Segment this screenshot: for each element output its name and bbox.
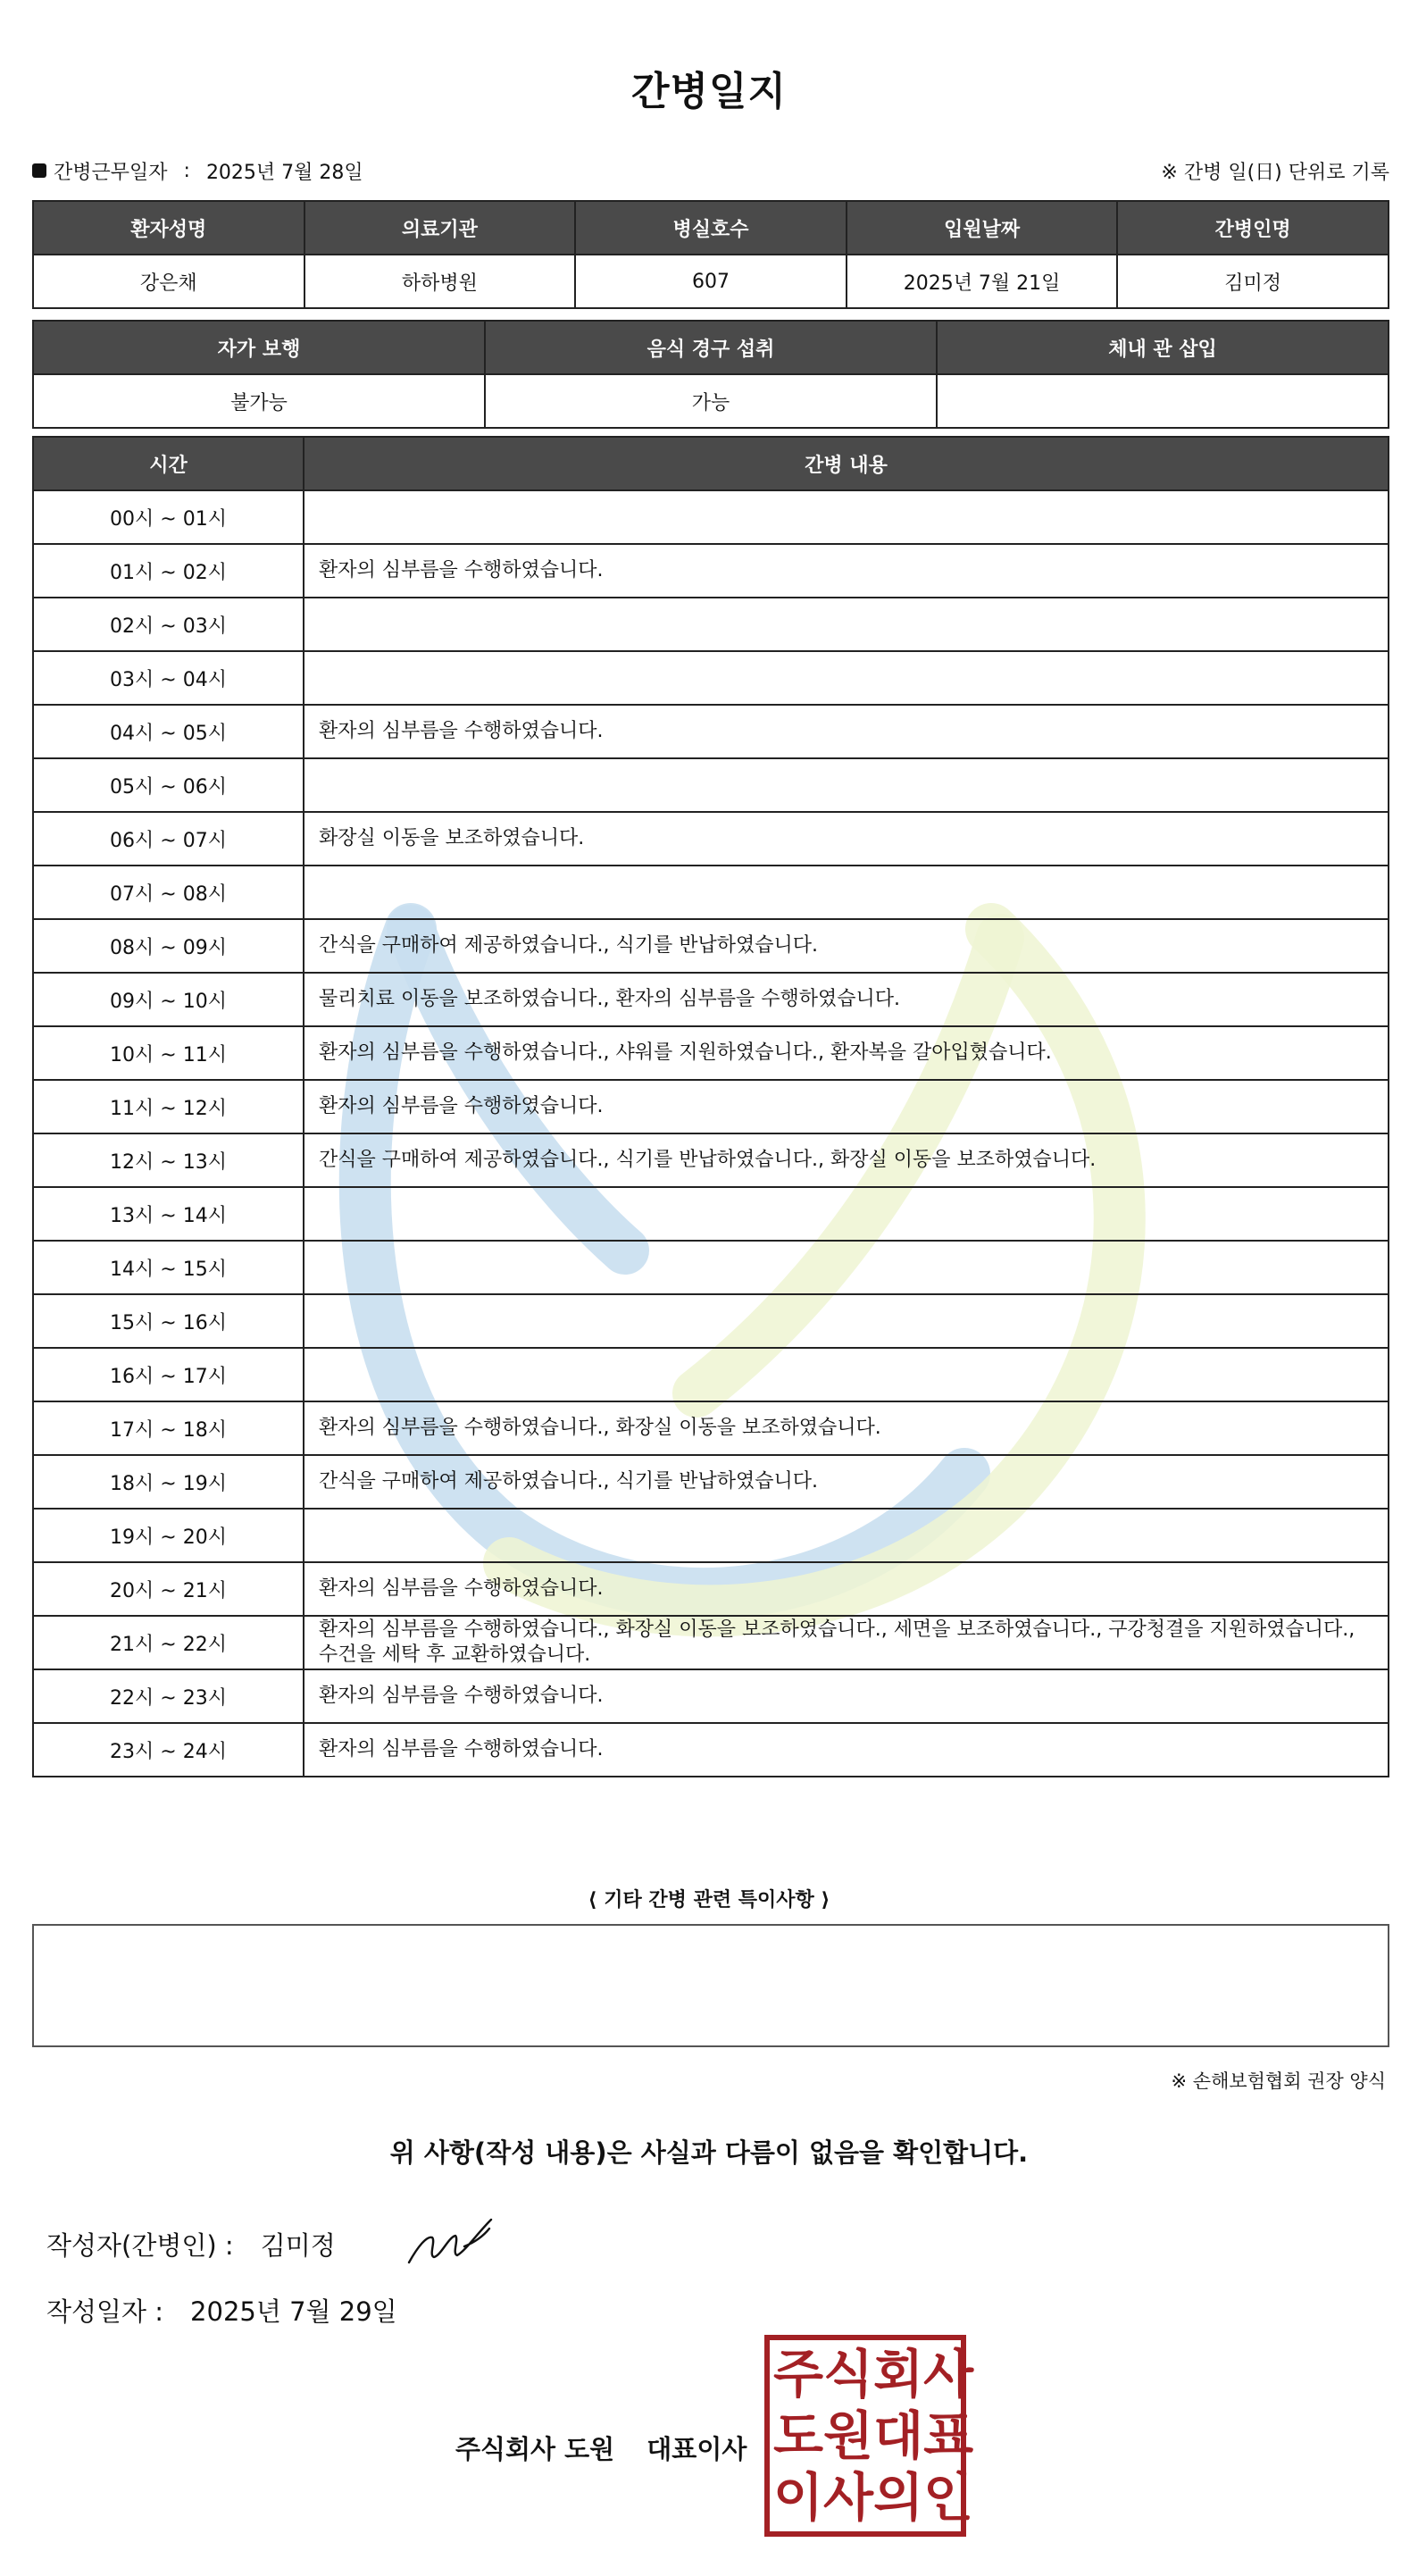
care-log-time: 23시 ~ 24시 bbox=[33, 1723, 304, 1777]
care-log-time: 16시 ~ 17시 bbox=[33, 1348, 304, 1401]
care-log-row bbox=[33, 1026, 1389, 1080]
written-date-line bbox=[46, 2292, 397, 2329]
care-log-content: 환자의 심부름을 수행하였습니다. bbox=[304, 1723, 1389, 1777]
header-tube-insertion: 체내 관 삽입 bbox=[937, 321, 1389, 374]
meta-row bbox=[32, 157, 1389, 184]
oral-intake-value: 가능 bbox=[485, 374, 937, 428]
care-log-row bbox=[33, 490, 1389, 544]
care-log-time: 12시 ~ 13시 bbox=[33, 1133, 304, 1187]
care-log-content: 환자의 심부름을 수행하였습니다., 샤워를 지원하였습니다., 환자복을 갈아입혔습니다. bbox=[304, 1026, 1389, 1080]
signature-scribble bbox=[402, 2211, 500, 2273]
care-log-time: 09시 ~ 10시 bbox=[33, 973, 304, 1026]
care-log-row bbox=[33, 1294, 1389, 1348]
patient-info-table bbox=[32, 200, 1389, 309]
care-log-time: 06시 ~ 07시 bbox=[33, 812, 304, 866]
care-log-time: 22시 ~ 23시 bbox=[33, 1669, 304, 1723]
work-date-separator: : bbox=[183, 159, 190, 182]
patient-info-value-row bbox=[33, 255, 1389, 308]
patient-name-value: 강은채 bbox=[33, 255, 304, 308]
care-log-content: 물리치료 이동을 보조하였습니다., 환자의 심부름을 수행하였습니다. bbox=[304, 973, 1389, 1026]
header-care-content: 간병 내용 bbox=[304, 437, 1389, 490]
care-log-row bbox=[33, 1509, 1389, 1562]
work-date-label: 간병근무일자 bbox=[54, 161, 168, 184]
care-log-row bbox=[33, 812, 1389, 866]
care-log-content: 환자의 심부름을 수행하였습니다. bbox=[304, 544, 1389, 598]
care-log-row bbox=[33, 598, 1389, 651]
written-date-label: 작성일자 : bbox=[46, 2296, 164, 2327]
care-log-body bbox=[33, 490, 1389, 1777]
header-hospital: 의료기관 bbox=[304, 201, 576, 255]
writer-line bbox=[46, 2226, 336, 2262]
company-line bbox=[455, 2430, 747, 2466]
care-log-content: 환자의 심부름을 수행하였습니다. bbox=[304, 1562, 1389, 1616]
care-log-row bbox=[33, 705, 1389, 758]
care-log-row bbox=[33, 1562, 1389, 1616]
care-log-time: 15시 ~ 16시 bbox=[33, 1294, 304, 1348]
care-log-table bbox=[32, 436, 1389, 1777]
header-oral-intake: 음식 경구 섭취 bbox=[485, 321, 937, 374]
care-log-time: 01시 ~ 02시 bbox=[33, 544, 304, 598]
care-log-content bbox=[304, 490, 1389, 544]
care-log-content bbox=[304, 1241, 1389, 1294]
care-log-time: 02시 ~ 03시 bbox=[33, 598, 304, 651]
remarks-box bbox=[32, 1924, 1389, 2047]
care-log-row bbox=[33, 1133, 1389, 1187]
care-log-content: 간식을 구매하여 제공하였습니다., 식기를 반납하였습니다. bbox=[304, 1455, 1389, 1509]
care-log-row bbox=[33, 1455, 1389, 1509]
care-log-content bbox=[304, 866, 1389, 919]
seal-character: 회 bbox=[873, 2344, 924, 2405]
care-log-row bbox=[33, 866, 1389, 919]
tube-insertion-value bbox=[937, 374, 1389, 428]
header-caregiver-name: 간병인명 bbox=[1117, 201, 1389, 255]
writer-name: 김미정 bbox=[260, 2230, 336, 2261]
seal-character: 대 bbox=[873, 2405, 924, 2466]
care-log-row bbox=[33, 544, 1389, 598]
care-log-content bbox=[304, 651, 1389, 705]
care-log-time: 00시 ~ 01시 bbox=[33, 490, 304, 544]
confirmation-statement: 위 사항(작성 내용)은 사실과 다름이 없음을 확인합니다. bbox=[389, 2137, 1029, 2168]
care-log-content: 환자의 심부름을 수행하였습니다. bbox=[304, 1669, 1389, 1723]
care-log-content: 화장실 이동을 보조하였습니다. bbox=[304, 812, 1389, 866]
writer-label: 작성자(간병인) : bbox=[46, 2230, 234, 2261]
company-name: 주식회사 도원 bbox=[455, 2434, 615, 2464]
care-log-content: 간식을 구매하여 제공하였습니다., 식기를 반납하였습니다., 화장실 이동을 보조하였습니다. bbox=[304, 1133, 1389, 1187]
patient-status-header-row bbox=[33, 321, 1389, 374]
care-log-time: 11시 ~ 12시 bbox=[33, 1080, 304, 1133]
care-log-row bbox=[33, 1241, 1389, 1294]
insurance-note: ※ 손해보험협회 권장 양식 bbox=[1171, 2070, 1386, 2092]
work-date-value: 2025년 7월 28일 bbox=[205, 161, 363, 184]
header-self-walking: 자가 보행 bbox=[33, 321, 485, 374]
care-log-row bbox=[33, 651, 1389, 705]
care-log-content bbox=[304, 1348, 1389, 1401]
care-log-time: 04시 ~ 05시 bbox=[33, 705, 304, 758]
care-log-row bbox=[33, 1669, 1389, 1723]
header-room-number: 병실호수 bbox=[575, 201, 847, 255]
header-admission-date: 입원날짜 bbox=[847, 201, 1118, 255]
seal-character: 인 bbox=[923, 2466, 974, 2528]
seal-character: 주 bbox=[773, 2344, 824, 2405]
care-log-row bbox=[33, 1080, 1389, 1133]
work-date-group bbox=[32, 157, 363, 185]
hospital-value: 하하병원 bbox=[304, 255, 576, 308]
care-log-content: 환자의 심부름을 수행하였습니다. bbox=[304, 1080, 1389, 1133]
document-title: 간병일지 bbox=[630, 69, 787, 114]
care-log-row bbox=[33, 973, 1389, 1026]
patient-status-table bbox=[32, 320, 1389, 429]
seal-character: 원 bbox=[823, 2405, 874, 2466]
care-log-time: 03시 ~ 04시 bbox=[33, 651, 304, 705]
care-log-row bbox=[33, 1723, 1389, 1777]
care-log-time: 07시 ~ 08시 bbox=[33, 866, 304, 919]
care-log-time: 05시 ~ 06시 bbox=[33, 758, 304, 812]
admission-date-value: 2025년 7월 21일 bbox=[847, 255, 1118, 308]
seal-character: 도 bbox=[773, 2405, 824, 2466]
care-log-time: 10시 ~ 11시 bbox=[33, 1026, 304, 1080]
care-log-content bbox=[304, 758, 1389, 812]
care-log-content bbox=[304, 1187, 1389, 1241]
care-log-time: 21시 ~ 22시 bbox=[33, 1616, 304, 1669]
self-walking-value: 불가능 bbox=[33, 374, 485, 428]
care-log-time: 18시 ~ 19시 bbox=[33, 1455, 304, 1509]
seal-character: 이 bbox=[773, 2466, 824, 2528]
header-time: 시간 bbox=[33, 437, 304, 490]
care-log-time: 17시 ~ 18시 bbox=[33, 1401, 304, 1455]
care-log-row bbox=[33, 1187, 1389, 1241]
care-log-row bbox=[33, 1348, 1389, 1401]
care-log-row bbox=[33, 919, 1389, 973]
patient-info-header-row bbox=[33, 201, 1389, 255]
care-log-time: 13시 ~ 14시 bbox=[33, 1187, 304, 1241]
seal-character: 표 bbox=[923, 2405, 974, 2466]
care-log-row bbox=[33, 1616, 1389, 1669]
seal-character: 의 bbox=[873, 2466, 924, 2528]
bullet-square-icon bbox=[32, 163, 46, 178]
care-log-header-row bbox=[33, 437, 1389, 490]
company-seal-stamp bbox=[764, 2335, 974, 2537]
care-log-time: 14시 ~ 15시 bbox=[33, 1241, 304, 1294]
care-log-content: 간식을 구매하여 제공하였습니다., 식기를 반납하였습니다. bbox=[304, 919, 1389, 973]
caregiver-name-value: 김미정 bbox=[1117, 255, 1389, 308]
care-log-content: 환자의 심부름을 수행하였습니다., 화장실 이동을 보조하였습니다. bbox=[304, 1401, 1389, 1455]
care-log-time: 08시 ~ 09시 bbox=[33, 919, 304, 973]
header-patient-name: 환자성명 bbox=[33, 201, 304, 255]
unit-note: ※ 간병 일(日) 단위로 기록 bbox=[1161, 161, 1389, 184]
remarks-title: ⟨ 기타 간병 관련 특이사항 ⟩ bbox=[588, 1889, 830, 1911]
care-log-time: 19시 ~ 20시 bbox=[33, 1509, 304, 1562]
seal-character: 식 bbox=[823, 2344, 874, 2405]
care-log-time: 20시 ~ 21시 bbox=[33, 1562, 304, 1616]
care-log-content: 환자의 심부름을 수행하였습니다., 화장실 이동을 보조하였습니다., 세면을 보조하였습니다., 구강청결을 지원하였습니다., 수건을 세탁 후 교환하였습니다. bbox=[304, 1616, 1389, 1669]
seal-characters bbox=[773, 2344, 974, 2528]
company-representative-title: 대표이사 bbox=[646, 2434, 747, 2464]
care-log-row bbox=[33, 758, 1389, 812]
care-log-content bbox=[304, 598, 1389, 651]
care-log-content bbox=[304, 1509, 1389, 1562]
seal-character: 사 bbox=[823, 2466, 874, 2528]
room-number-value: 607 bbox=[575, 255, 847, 308]
written-date-value: 2025년 7월 29일 bbox=[190, 2296, 397, 2327]
patient-status-value-row bbox=[33, 374, 1389, 428]
care-log-row bbox=[33, 1401, 1389, 1455]
care-log-content: 환자의 심부름을 수행하였습니다. bbox=[304, 705, 1389, 758]
care-log-content bbox=[304, 1294, 1389, 1348]
seal-character: 사 bbox=[923, 2344, 974, 2405]
